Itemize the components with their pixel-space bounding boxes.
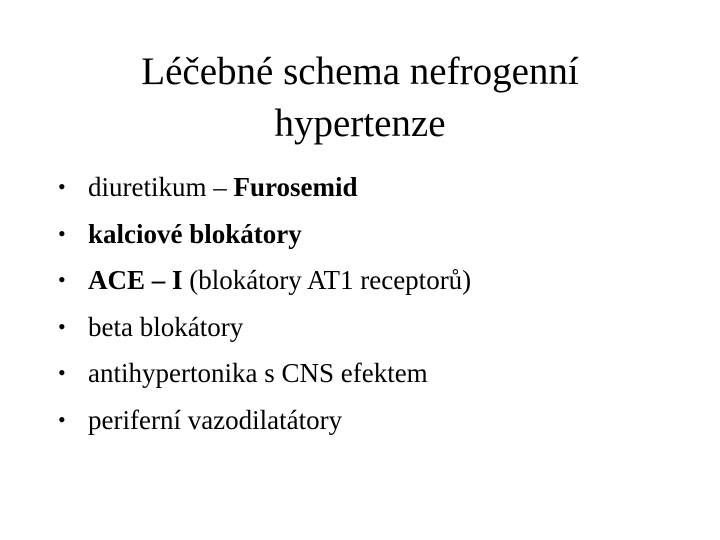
bullet-bold-text: Furosemid [233,172,358,202]
bullet-item-diuretics [58,164,471,211]
bullet-dot-icon: • [58,174,66,199]
bullet-dot-icon: • [58,406,66,432]
bullet-text: periferní vazodilatátory [88,404,343,435]
bullet-list [58,164,471,443]
bullet-bold-text: kalciové blokátory [88,218,302,249]
bullet-dot-icon: • [58,220,66,246]
bullet-dot-icon: • [58,360,66,385]
title-line-2: hypertenze [274,102,446,145]
slide-title [0,46,720,150]
bullet-dot-icon: • [58,267,66,292]
bullet-bold-text: ACE – I [88,265,183,295]
bullet-item-beta-blockers [58,304,471,351]
bullet-item-cns-antihypertensives [58,350,471,397]
bullet-text: diuretikum – [88,172,234,202]
bullet-rest-text: (blokátory AT1 receptorů) [182,265,472,295]
bullet-item-ace-inhibitors [58,257,471,304]
bullet-dot-icon: • [58,313,66,339]
bullet-item-peripheral-vasodilators [58,397,471,444]
bullet-item-calcium-blockers [58,211,471,258]
bullet-text: antihypertonika s CNS efektem [88,358,428,388]
title-line-1: Léčebné schema nefrogenní [141,50,579,93]
bullet-text: beta blokátory [88,311,244,342]
